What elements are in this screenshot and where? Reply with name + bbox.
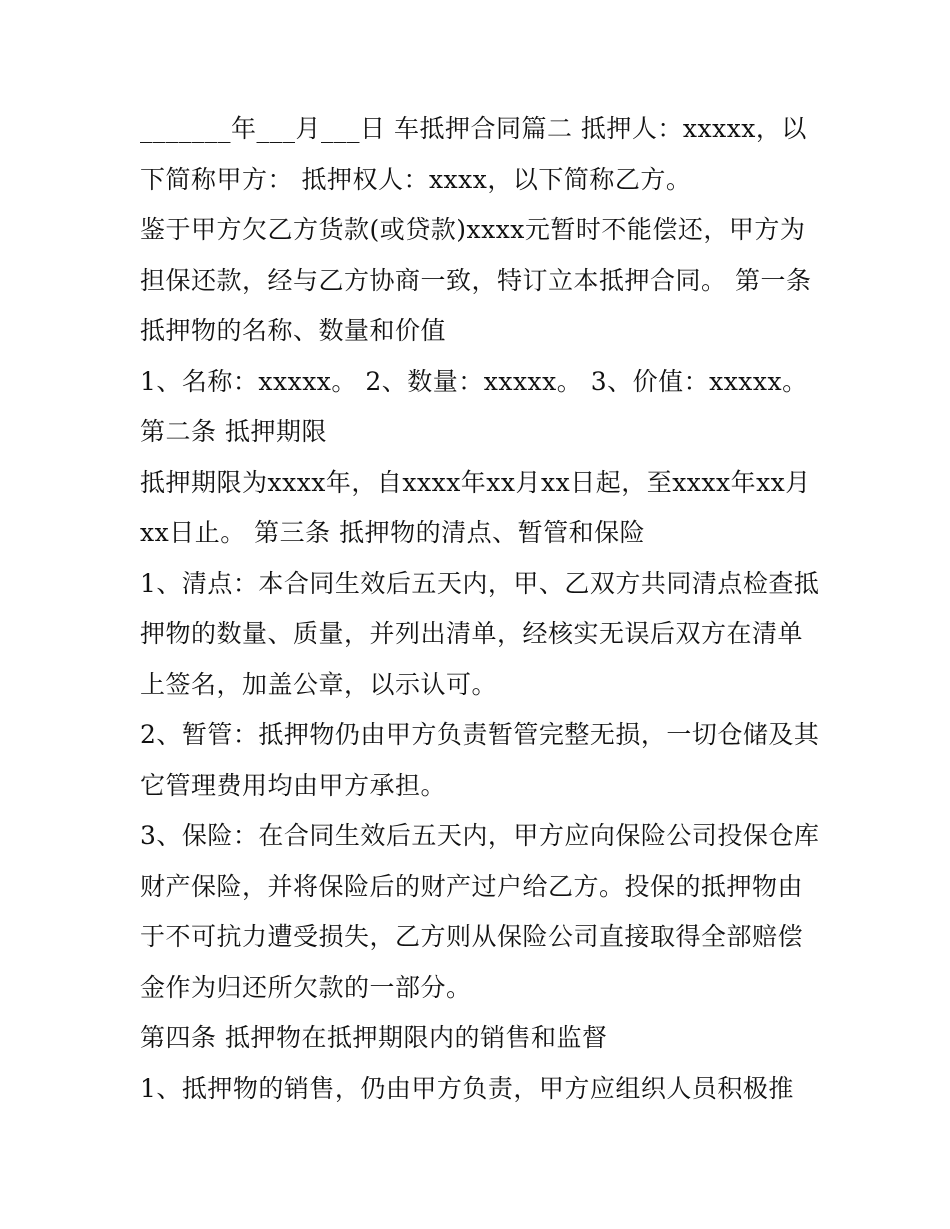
paragraph-sales: 1、抵押物的销售，仍由甲方负责，甲方应组织人员积极推 (140, 1073, 794, 1103)
paragraph-insurance: 3、保险：在合同生效后五天内，甲方应向保险公司投保仓库财产保险，并将保险后的财产过户给乙方。投保的抵押物由于不可抗力遭受损失，乙方则从保险公司直接取得全部赔偿金作为归还所欠款的一部分。 (140, 821, 820, 1002)
paragraph-article-four-heading: 第四条 抵押物在抵押期限内的销售和监督 (140, 1023, 608, 1052)
document-body (140, 104, 820, 1114)
paragraph-inventory: 1、清点：本合同生效后五天内，甲、乙双方共同清点检查抵押物的数量、质量，并列出清单，经核实无误后双方在清单上签名，加盖公章，以示认可。 (140, 568, 820, 699)
paragraph-term: 抵押期限为xxxx年，自xxxx年xx月xx日起，至xxxx年xx月xx日止。 第三条 抵押物的清点、暂管和保险 (140, 467, 811, 547)
paragraph-header: _______年___月___日 车抵押合同篇二 抵押人：xxxxx，以下简称甲方： 抵押权人：xxxx，以下简称乙方。 (140, 114, 807, 194)
paragraph-collateral-details: 1、名称：xxxxx。 2、数量：xxxxx。 3、价值：xxxxx。 第二条 抵押期限 (140, 366, 808, 446)
paragraph-preamble: 鉴于甲方欠乙方货款(或贷款)xxxx元暂时不能偿还，甲方为担保还款，经与乙方协商一致，特订立本抵押合同。 第一条 抵押物的名称、数量和价值 (140, 215, 812, 345)
paragraph-custody: 2、暂管：抵押物仍由甲方负责暂管完整无损，一切仓储及其它管理费用均由甲方承担。 (140, 720, 820, 800)
